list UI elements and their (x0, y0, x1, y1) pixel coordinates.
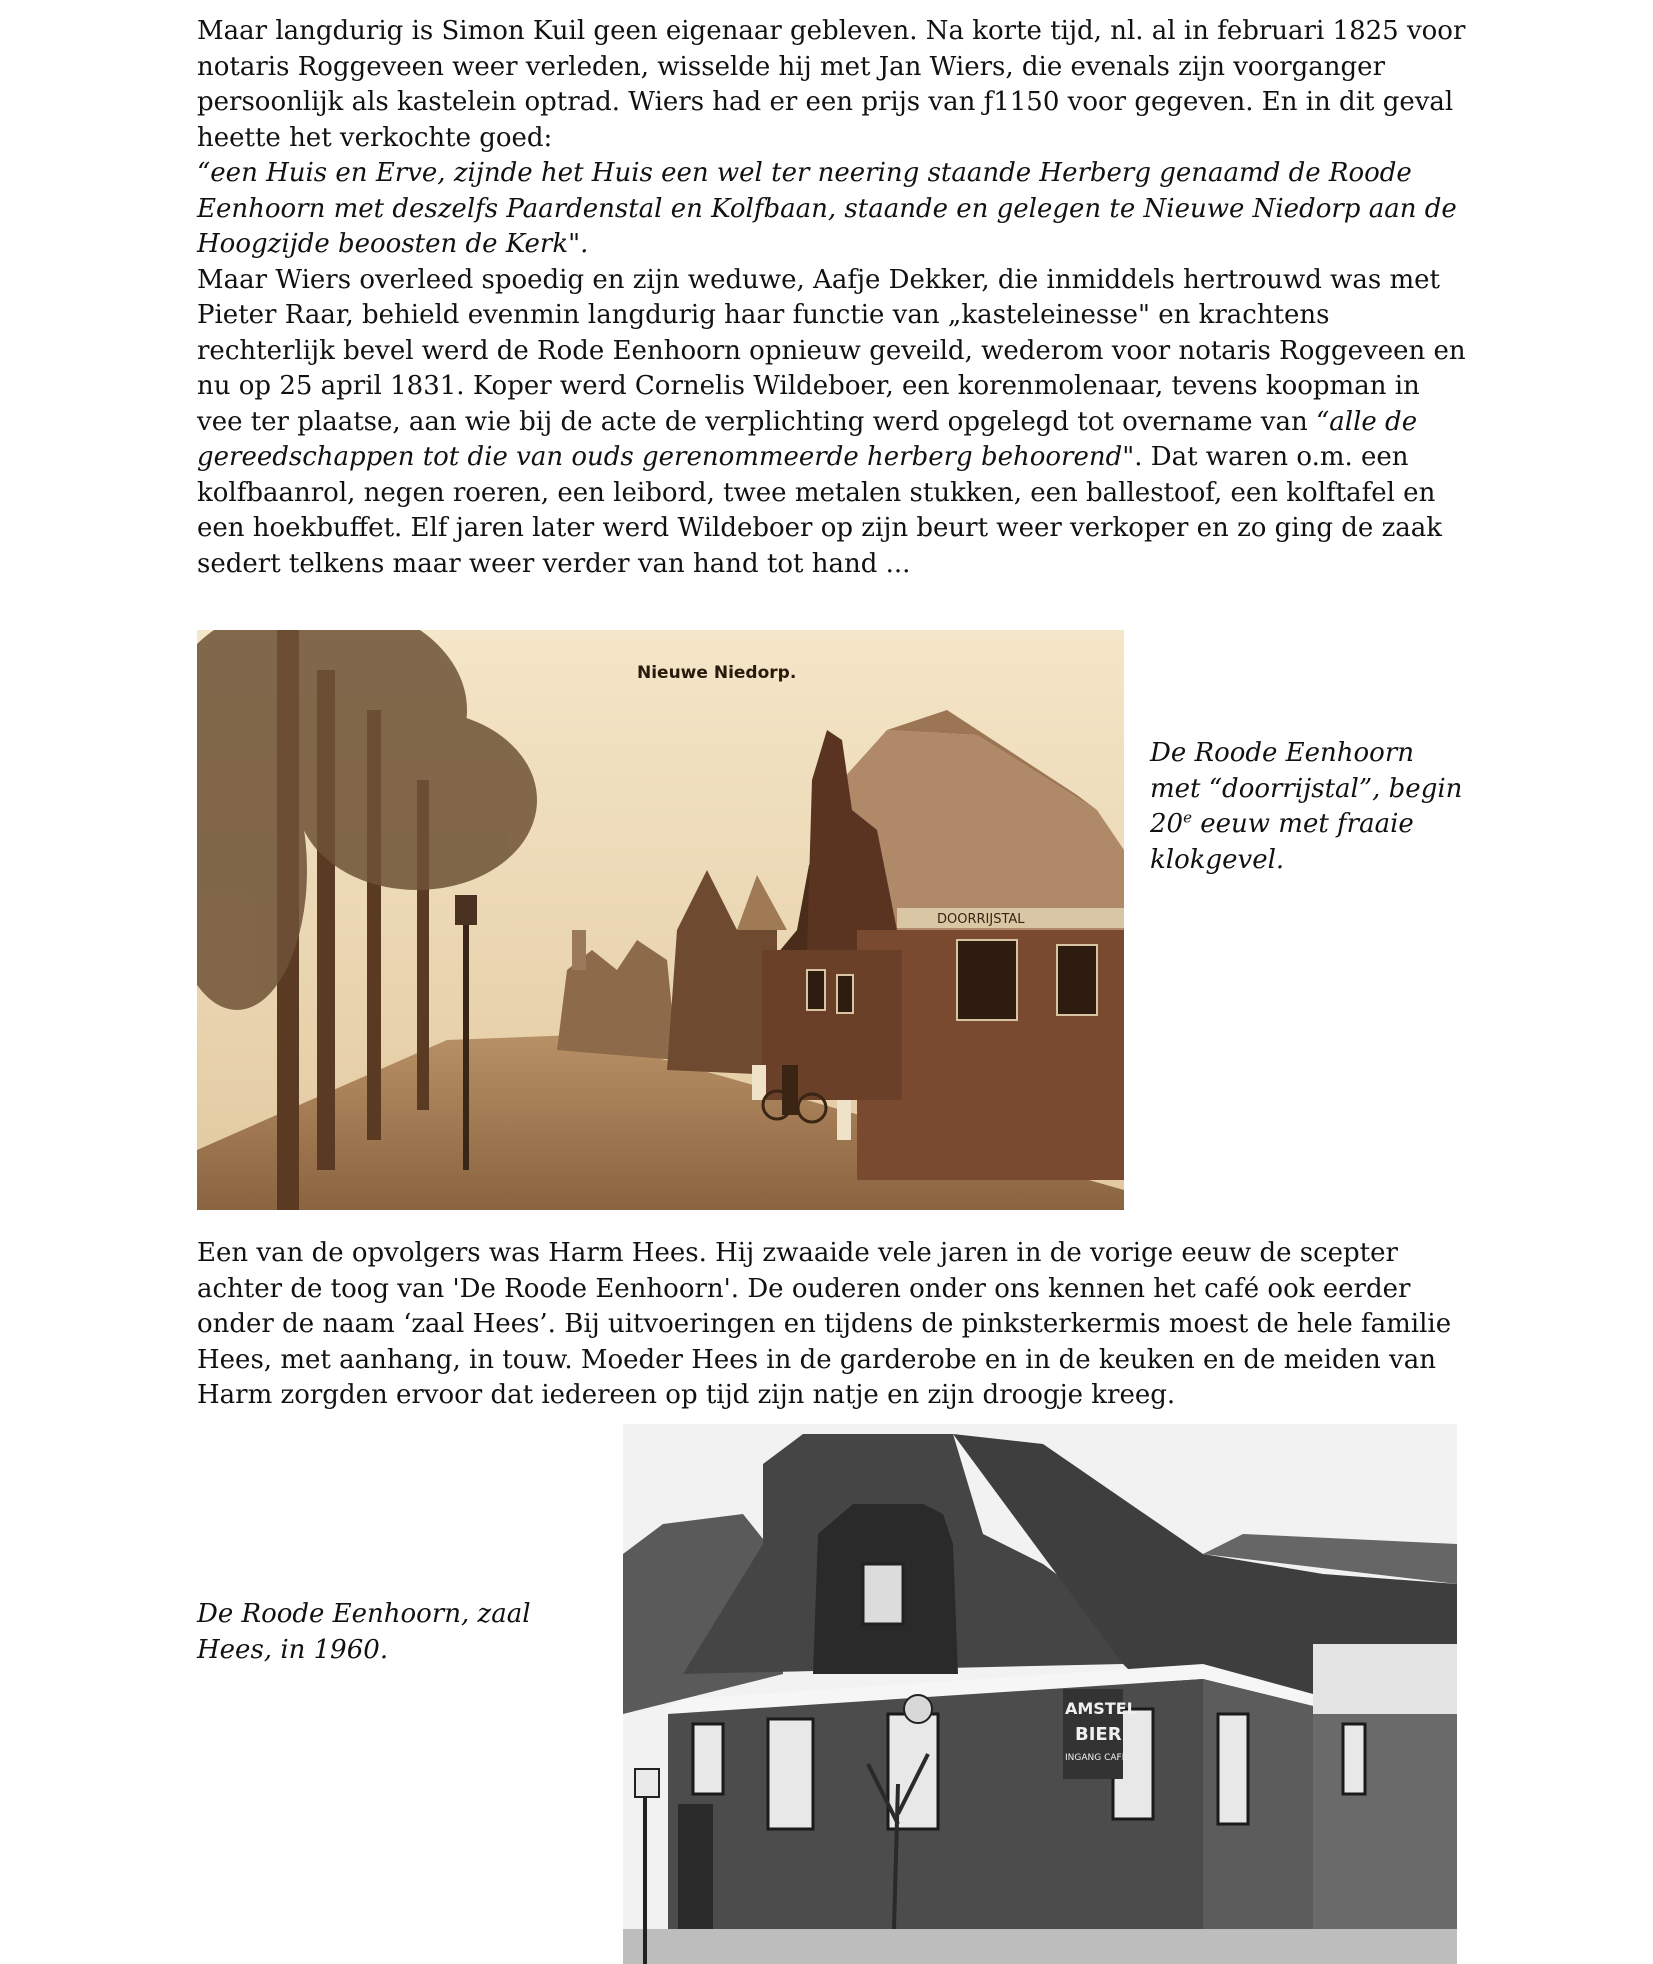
amstel-sign-line1: AMSTEL (1065, 1699, 1137, 1718)
amstel-sign-line2: BIER (1075, 1724, 1122, 1745)
photo2-caption: De Roode Eenhoorn, zaal Hees, in 1960. (197, 1599, 531, 1665)
article-text-bottom (197, 1236, 1467, 1414)
photo1-caption: De Roode Eenhoorn met “doorrijstal”, begin 20e eeuw met fraaie klokgevel. (1150, 738, 1463, 875)
postcard-image (197, 630, 1124, 1210)
amstel-sign-line3: INGANG CAFÉ (1065, 1753, 1128, 1763)
paragraph-harm-hees: Een van de opvolgers was Harm Hees. Hij zwaaide vele jaren in de vorige eeuw de scepter achter de toog van 'De Roode Eenhoorn'. De ouderen onder ons kennen het café ook eerder onder de naam ‘zaal Hees’. Bij uitvoeringen en tijdens de pinksterkermis moest de hele familie Hees, met aanhang, in touw. Moeder Hees in de garderobe en in de keuken en de meiden van Harm zorgden ervoor dat iedereen op tijd zijn natje en zijn droogje kreeg. (197, 1238, 1452, 1410)
doorrijstal-sign: DOORRIJSTAL (937, 912, 1025, 927)
zaal-hees-image (623, 1424, 1457, 1964)
article-text-top (197, 14, 1467, 582)
photo-zaal-hees-1960 (623, 1424, 1457, 1964)
postcard-title: Nieuwe Niedorp. (637, 663, 797, 683)
paragraph-intro: Maar langdurig is Simon Kuil geen eigenaar gebleven. Na korte tijd, nl. al in februari 1825 voor notaris Roggeveen weer verleden, wisselde hij met Jan Wiers, die evenals zijn voorganger persoonlijk als kastelein optrad. Wiers had er een prijs van ƒ1150 voor gegeven. En in dit geval heette het verkochte goed: (197, 16, 1466, 153)
paragraph-auction: Maar Wiers overleed spoedig en zijn weduwe, Aafje Dekker, die inmiddels hertrouwd was met Pieter Raar, behield evenmin langdurig haar functie van „kasteleinesse" en krachtens rechterlijk bevel werd de Rode Eenhoorn opnieuw geveild, wederom voor notaris Roggeveen en nu op 25 april 1831. Koper werd Cornelis Wildeboer, een korenmolenaar, tevens koopman in vee ter plaatse, aan wie bij de acte de verplichting werd opgelegd tot overname van “alle de gereedschappen tot die van ouds gerenommeerde herberg behoorend". Dat waren o.m. een kolfbaanrol, negen roeren, een leibord, twee metalen stukken, een ballestoof, een kolftafel en een hoekbuffet. Elf jaren later werd Wildeboer op zijn beurt weer verkoper en zo ging de zaak sedert telkens maar weer verder van hand tot hand ... (197, 264, 1466, 579)
inline-quote: “alle de gereedschappen tot die van ouds gerenommeerde herberg behoorend" (197, 406, 1418, 472)
postcard-photo-nieuwe-niedorp (197, 630, 1124, 1210)
deed-quote: “een Huis en Erve, zijnde het Huis een wel ter neering staande Herberg genaamd de Roode Eenhoorn met deszelfs Paardenstal en Kolfbaan, staande en gelegen te Nieuwe Niedorp aan de Hoogzijde beoosten de Kerk". (197, 158, 1457, 259)
